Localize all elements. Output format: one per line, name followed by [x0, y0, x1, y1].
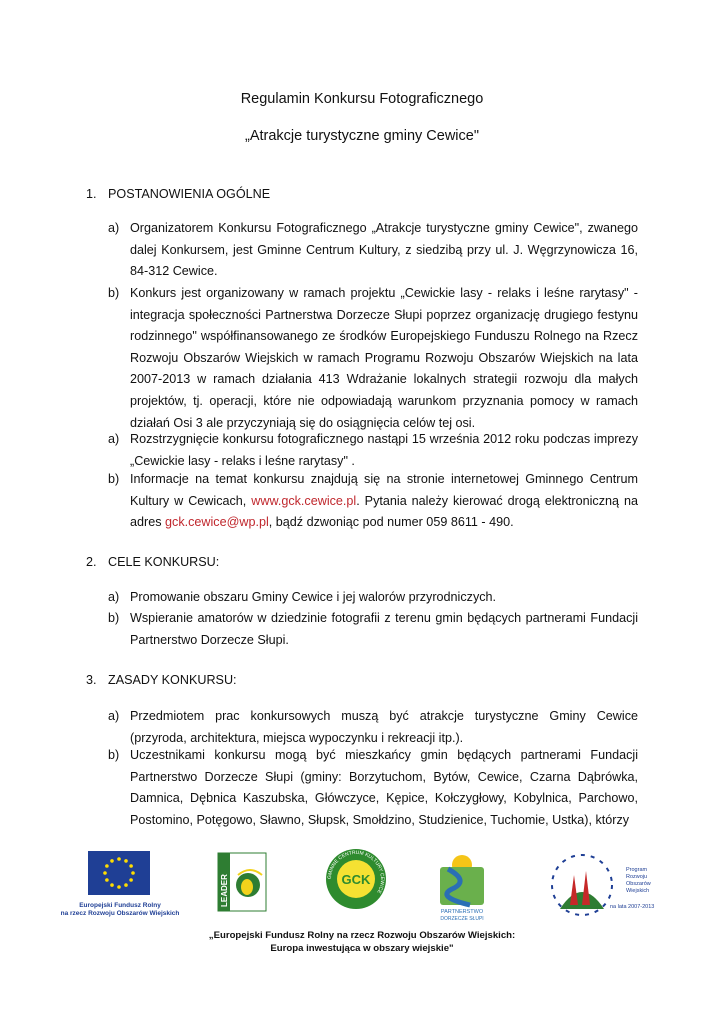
- item-text-part: Informacje na temat konkursu znajdują się na stronie internetowej Gminnego Centrum Kultury w Cewicach,: [130, 472, 638, 508]
- eu-star: [129, 878, 133, 882]
- partnerstwo-label-line2: DORZECZE SŁUPI: [440, 916, 484, 922]
- item-text: Rozstrzygnięcie konkursu fotograficznego nastąpi 15 września 2012 roku podczas imprezy „Cewickie lasy - relaks i leśne rarytasy" .: [130, 432, 638, 468]
- prow-label-1: Program: [626, 867, 648, 873]
- item-text: Wspieranie amatorów w dziedzinie fotografii z terenu gmin będących partnerami Fundacji Partnerstwo Dorzecze Słupi.: [130, 611, 638, 647]
- website-link[interactable]: www.gck.cewice.pl: [251, 493, 357, 508]
- leader-label: LEADER: [220, 874, 229, 907]
- gck-ring-text: GMINNE CENTRUM KULTURY CEWICE: [326, 849, 386, 895]
- sponsor-logos: [0, 845, 724, 925]
- gck-label: GCK: [341, 872, 371, 887]
- item-label: a): [108, 709, 120, 723]
- eu-star: [124, 859, 128, 863]
- list-item: [108, 608, 638, 651]
- eu-star: [124, 883, 128, 887]
- eu-label-line2: na rzecz Rozwoju Obszarów Wiejskich: [60, 910, 180, 917]
- section-title: CELE KONKURSU:: [108, 555, 220, 569]
- section-heading: [86, 187, 270, 201]
- eu-star: [131, 871, 135, 875]
- item-label: b): [108, 472, 120, 486]
- item-text-part: . Pytania należy kierować drogą elektroniczną na adres: [130, 493, 638, 530]
- prow-label-2: Rozwoju: [626, 874, 648, 880]
- eu-flag-logo: [61, 851, 180, 917]
- email-link[interactable]: gck.cewice@wp.pl: [165, 515, 269, 530]
- prow-logo: [552, 855, 654, 915]
- list-item: [108, 218, 638, 283]
- section-number: 3.: [86, 673, 97, 687]
- eu-star: [110, 859, 114, 863]
- list-item: [108, 429, 638, 472]
- section-title: ZASADY KONKURSU:: [108, 673, 237, 687]
- section-number: 1.: [86, 187, 97, 201]
- eu-star: [117, 885, 121, 889]
- gck-logo: [326, 849, 386, 909]
- document-title: Regulamin Konkursu Fotograficznego: [240, 91, 484, 107]
- eu-star: [103, 871, 107, 875]
- item-text: Organizatorem Konkursu Fotograficznego „Atrakcje turystyczne gminy Cewice", zwanego dalej Konkursem, jest Gminne Centrum Kultury, z siedzibą przy ul. J. Węgrzynowicza 16, 84-312 Cewice.: [130, 221, 638, 279]
- list-item: [108, 706, 638, 749]
- leader-logo: [218, 853, 266, 911]
- document-subtitle: „Atrakcje turystyczne gminy Cewice": [245, 128, 479, 144]
- eu-star: [105, 878, 109, 882]
- footer-line2: Europa inwestująca w obszary wiejskie": [270, 942, 454, 954]
- list-item: [108, 469, 638, 534]
- section-heading: [86, 555, 219, 569]
- section-number: 2.: [86, 555, 97, 569]
- partnerstwo-label-line1: PARTNERSTWO: [440, 909, 484, 915]
- item-text: Promowanie obszaru Gminy Cewice i jej walorów przyrodniczych.: [130, 590, 497, 604]
- eu-star: [129, 864, 133, 868]
- item-label: b): [108, 748, 120, 762]
- eu-star: [105, 864, 109, 868]
- item-label: b): [108, 286, 120, 300]
- item-text: Przedmiotem prac konkursowych muszą być atrakcje turystyczne Gminy Cewice (przyroda, architektura, miejsca wypoczynku i rekreacji itp.).: [130, 709, 638, 745]
- item-label: b): [108, 611, 120, 625]
- item-label: a): [108, 221, 120, 235]
- prow-label-4: Wiejskich: [626, 888, 650, 894]
- prow-label-3: Obszarów: [626, 881, 651, 887]
- section-title: POSTANOWIENIA OGÓLNE: [108, 187, 271, 201]
- list-item: [108, 283, 638, 434]
- item-label: a): [108, 590, 120, 604]
- eu-star: [110, 883, 114, 887]
- item-text: [130, 469, 638, 534]
- item-label: a): [108, 432, 120, 446]
- list-item: [108, 745, 638, 831]
- prow-label-5: na lata 2007-2013: [610, 904, 655, 910]
- section-heading: [86, 673, 237, 687]
- list-item: [108, 587, 638, 609]
- partnerstwo-logo: [440, 855, 484, 922]
- item-text: Konkurs jest organizowany w ramach projektu „Cewickie lasy - relaks i leśne rarytasy" - integracja społeczności Partnerstwa Dorzecze Słupi poprzez organizację drugiego festynu rodzinnego" współfinansowanego ze środków Europejskiego Funduszu Rolnego na Rzecz Rozwoju Obszarów Wiejskich w ramach Programu Rozwoju Obszarów Wiejskich na lata 2007-2013 w ramach działania 413 Wdrażanie lokalnych strategii rozwoju dla małych projektów, tj. operacji, które nie odpowiadają warunkom przyznania pomocy w ramach działań Osi 3 ale przyczyniają się do osiągnięcia celów tej osi.: [130, 286, 638, 430]
- footer: [0, 930, 724, 955]
- eu-star: [117, 857, 121, 861]
- item-text-part: , bądź dzwoniąc pod numer 059 8611 - 490.: [268, 515, 514, 530]
- footer-line1: „Europejski Fundusz Rolny na rzecz Rozwoju Obszarów Wiejskich:: [208, 930, 516, 941]
- item-text: Uczestnikami konkursu mogą być mieszkańcy gmin będących partnerami Fundacji Partnerstwo Dorzecze Słupi (gminy: Borzytuchom, Bytów, Cewice, Czarna Dąbrówka, Damnica, Dębnica Kaszubska, Główczyce, Kępice, Kołczygłowy, Kobylnica, Parchowo, Postomino, Potęgowo, Sławno, Słupsk, Smołdzino, Studzienice, Tuchomie, Ustka), którzy: [130, 748, 638, 827]
- eu-label-line1: Europejski Fundusz Rolny: [79, 902, 161, 909]
